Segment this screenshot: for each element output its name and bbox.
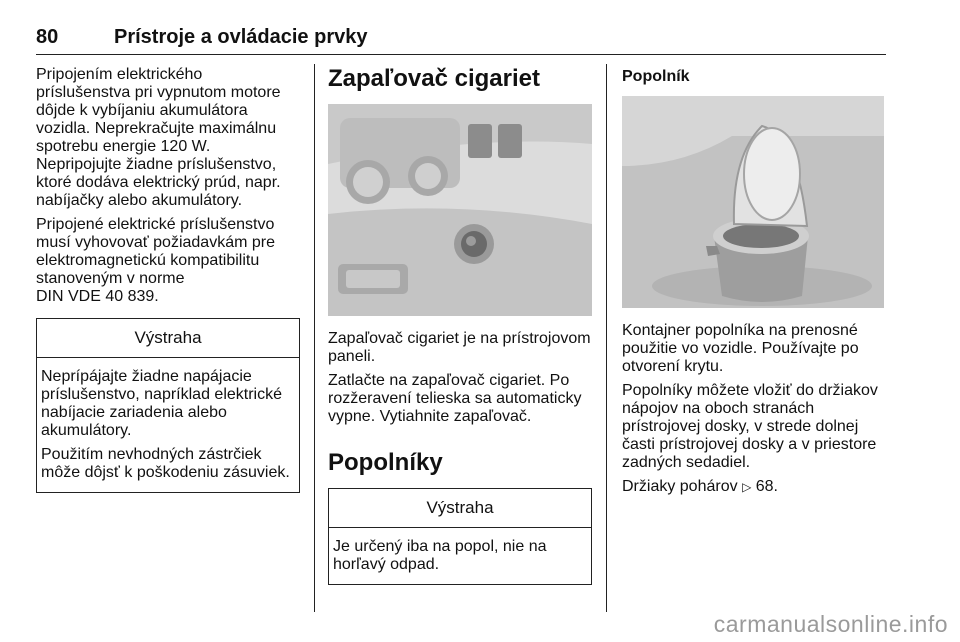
column-divider-right: [606, 64, 607, 612]
paragraph-ashtray-container: Kontajner popolníka na prenosné použitie vo vozidle. Používajte po otvorení krytu.: [622, 322, 859, 375]
watermark: carmanualsonline.info: [713, 611, 948, 637]
warning-body-ashtray: [329, 528, 591, 584]
warning-text-1: Neprípájajte žiadne napájacie príslušenstvo, napríklad elektrické nabíjacie zariadenia alebo akumulátory.: [41, 368, 282, 439]
warning-title-ashtray: Výstraha: [329, 489, 591, 528]
warning-text-2: Použitím nevhodných zástrčiek môže dôjsť k poškodeniu zásuviek.: [41, 446, 290, 481]
page-header: [36, 22, 886, 55]
page-reference-arrow-icon: ▷: [742, 480, 752, 494]
section-heading-ashtray: Popolník: [622, 68, 690, 85]
ashtray-illustration: [622, 96, 884, 308]
paragraph-power-consumption: Pripojením elektrického príslušenstva pri vypnutom motore dôjde k vybíjaniu akumulátora vozidla. Neprekračujte maximálnu spotrebu energie 120 W. Nepripojujte žiadne príslušenstvo, ktoré dodáva elektrický prúd, napr. nabíjačky alebo akumulátory.: [36, 66, 281, 209]
paragraph-ashtray-placement: Popolníky môžete vložiť do držiakov nápojov na oboch stranách prístrojovej dosky, v strede dolnej časti prístrojovej dosky a v priestore zadných sedadiel.: [622, 382, 878, 471]
column-middle: [328, 66, 592, 585]
warning-box-accessories: [36, 318, 300, 493]
column-divider-left: [314, 64, 315, 612]
paragraph-lighter-usage: Zatlačte na zapaľovač cigariet. Po rozžeravení telieska sa automaticky vypne. Vytiahnite zapaľovač.: [328, 372, 582, 425]
column-right: [622, 66, 884, 502]
paragraph-cup-holders-ref: [622, 478, 884, 496]
cup-holders-text: Držiaky pohárov: [622, 478, 738, 495]
paragraph-emc-requirements: [36, 216, 300, 306]
cigarette-lighter-illustration: [328, 104, 592, 316]
page-number: 80: [36, 26, 59, 48]
emc-norm: DIN VDE 40 839.: [36, 288, 159, 305]
cup-holders-page-ref[interactable]: 68.: [755, 478, 778, 495]
section-heading-ashtrays: Popolníky: [328, 449, 443, 476]
section-heading-cigarette-lighter: Zapaľovač cigariet: [328, 65, 541, 92]
warning-body: [37, 358, 299, 492]
warning-text-ashtray: Je určený iba na popol, nie na horľavý odpad.: [333, 538, 547, 573]
emc-text: Pripojené elektrické príslušenstvo musí vyhovovať požiadavkám pre elektromagnetickú kompatibilitu stanoveným v norme: [36, 216, 275, 287]
page-title: Prístroje a ovládacie prvky: [114, 26, 368, 48]
paragraph-lighter-location: Zapaľovač cigariet je na prístrojovom paneli.: [328, 330, 591, 365]
warning-box-ashtray: [328, 488, 592, 585]
column-left: [36, 66, 300, 493]
warning-title: Výstraha: [37, 319, 299, 358]
